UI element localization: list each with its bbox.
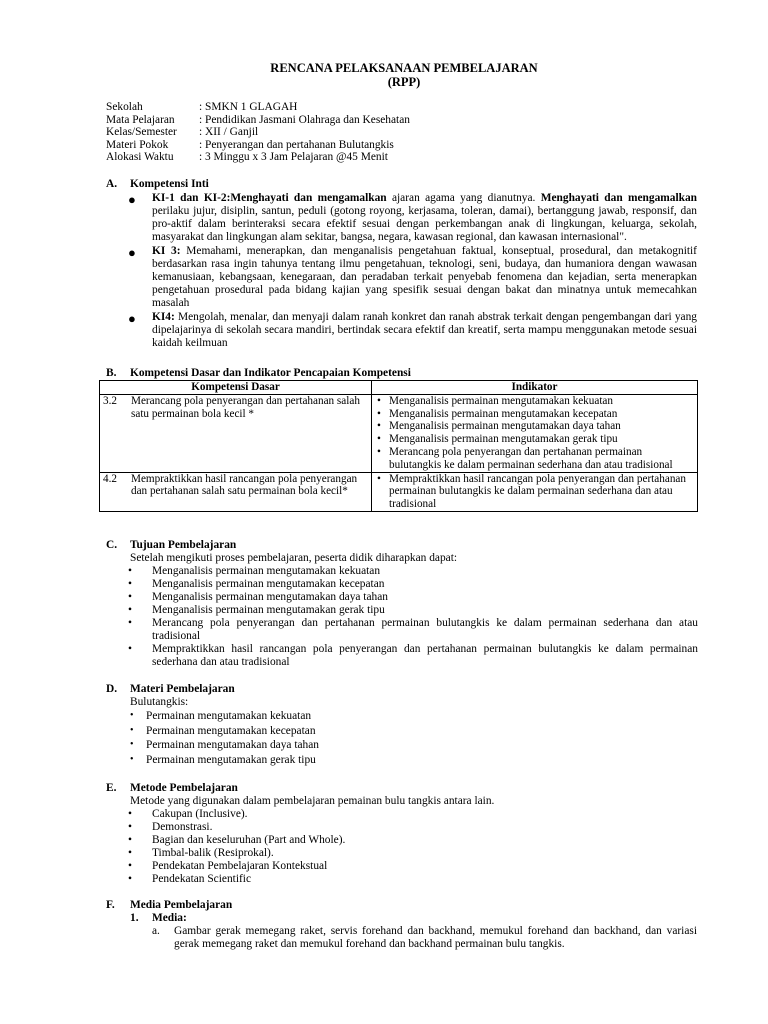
list-item: • Pendekatan Scientific (128, 873, 252, 885)
section-metode (106, 782, 494, 886)
section-media (106, 899, 698, 951)
bullet-icon: • (128, 604, 132, 616)
bullet-icon: • (128, 578, 132, 590)
identity-value: : Pendidikan Jasmani Olahraga dan Kesehatan (199, 113, 410, 126)
bullet-icon: • (128, 565, 132, 577)
list-item: • Menganalisis permainan mengutamakan daya tahan (377, 420, 621, 433)
identity-row (106, 114, 410, 127)
bullet-icon: • (128, 873, 132, 885)
bullet-icon: • (128, 617, 132, 629)
kd-code: 4.2 (103, 472, 117, 485)
identity-row (106, 126, 410, 139)
kd-cell (100, 394, 372, 472)
list-item: • Cakupan (Inclusive). (128, 808, 248, 820)
list-item: • Mempraktikkan hasil rancangan pola penyerangan dan pertahanan permainan bulutangkis ke dalam permainan sederhana dan atau tradisional (377, 472, 686, 511)
ki-1-2-item: ● KI-1 dan KI-2:Menghayati dan mengamalkan ajaran agama yang dianutnya. Menghayati dan mengamalkan perilaku jujur, disiplin, santun, peduli (gotong royong, kerjasama, toleran, damai), bertanggung jawab, responsif, dan pro-aktif dalam berinteraksi secara efektif sesuai dengan perkembangan anak di lingkungan, keluarga, sekolah, masyarakat dan lingkungan alam sekitar, bangsa, negara, kawasan regional, dan kawasan internasional". (128, 192, 697, 243)
list-item: • Permainan mengutamakan kekuatan (130, 710, 312, 722)
bullet-icon: • (128, 847, 132, 859)
list-item: • Pendekatan Pembelajaran Kontekstual (128, 860, 328, 872)
section-materi (106, 683, 319, 767)
list-item: • Menganalisis permainan mengutamakan kecepatan (128, 578, 385, 590)
list-item: • Menganalisis permainan mengutamakan kecepatan (377, 407, 618, 420)
list-item: • Permainan mengutamakan daya tahan (130, 739, 320, 751)
identity-row (106, 151, 410, 164)
bullet-icon: • (377, 420, 381, 433)
bullet-icon: • (377, 407, 381, 420)
identity-label: Mata Pelajaran (106, 113, 175, 126)
bullet-icon: ● (128, 311, 136, 326)
identity-value: : Penyerangan dan pertahanan Bulutangkis (199, 138, 394, 151)
bullet-icon: • (130, 753, 134, 765)
table-row (100, 394, 698, 472)
bullet-icon: ● (128, 192, 136, 207)
list-item: • Permainan mengutamakan kecepatan (130, 724, 316, 737)
kompetensi-table (99, 380, 698, 512)
list-item: • Timbal-balik (Resiprokal). (128, 847, 274, 859)
list-item: • Menganalisis permainan mengutamakan kekuatan (377, 394, 613, 407)
bullet-icon: ● (128, 245, 136, 260)
identity-label: Alokasi Waktu (106, 151, 174, 164)
list-item: • Menganalisis permainan mengutamakan gerak tipu (128, 604, 385, 616)
kd-cell (100, 472, 372, 511)
section-kompetensi-inti (106, 178, 698, 351)
bullet-icon: • (130, 739, 134, 750)
kd-code: 3.2 (103, 394, 117, 407)
list-item: • Menganalisis permainan mengutamakan gerak tipu (377, 433, 618, 446)
section-kompetensi-dasar (106, 367, 411, 380)
indicator-cell (372, 472, 698, 511)
section-heading: A. Kompetensi Inti (106, 178, 209, 190)
ki-3-item: ● KI 3: Memahami, menerapkan, dan menganalisis pengetahuan faktual, konseptual, prosedural, dan metakognitif berdasarkan rasa ingin tahunya tentang ilmu pengetahuan, teknologi, seni, budaya, dan humaniora dengan wawasan kemanusiaan, kebangsaan, kenegaraan, dan peradaban terkait penyebab fenomena dan kejadian, serta menerapkan pengetahuan prosedural pada bidang kajian yang spesifik sesuai dengan bakat dan minatnya untuk memecahkan masalah (128, 245, 697, 309)
bullet-icon: • (377, 472, 381, 485)
bullet-icon: • (128, 591, 132, 603)
table-header-row (100, 381, 698, 395)
title-line-2: (RPP) (387, 75, 421, 89)
section-heading: C. Tujuan Pembelajaran (106, 539, 237, 551)
section-intro: Metode yang digunakan dalam pembelajaran pemainan bulu tangkis antara lain. (130, 795, 495, 807)
bullet-icon: • (128, 821, 132, 833)
list-item: • Menganalisis permainan mengutamakan daya tahan (128, 591, 388, 603)
identity-row (106, 139, 410, 152)
table-row (100, 472, 698, 511)
bullet-icon: • (130, 724, 134, 736)
table-header-cell: Kompetensi Dasar (100, 381, 372, 395)
identity-value: : XII / Ganjil (199, 126, 259, 139)
bullet-icon: • (128, 860, 132, 872)
title-line-1: RENCANA PELAKSANAAN PEMBELAJARAN (270, 61, 538, 75)
list-item: a. Gambar gerak memegang raket, servis forehand dan backhand, memukul forehand dan backhand, dan variasi gerak memegang raket dan memukul forehand dan backhand permainan bulu tangkis. (152, 925, 697, 950)
identity-value: : 3 Minggu x 3 Jam Pelajaran @45 Menit (199, 151, 388, 164)
section-intro: Setelah mengikuti proses pembelajaran, peserta didik diharapkan dapat: (130, 552, 458, 564)
bullet-icon: • (128, 808, 132, 820)
section-intro: Bulutangkis: (130, 696, 189, 708)
kd-text: Merancang pola penyerangan dan pertahanan salah satu permainan bola kecil * (131, 394, 360, 420)
identity-block (106, 101, 410, 164)
identity-row (106, 101, 410, 114)
identity-label: Materi Pokok (106, 138, 169, 151)
list-item: • Menganalisis permainan mengutamakan kekuatan (128, 565, 381, 577)
document-title (0, 61, 768, 89)
bullet-icon: • (128, 834, 132, 846)
section-heading: F. Media Pembelajaran (106, 899, 233, 911)
section-heading: D. Materi Pembelajaran (106, 683, 235, 695)
list-item: • Merancang pola penyerangan dan pertahanan permainan bulutangkis ke dalam permainan sederhana dan atau tradisional (128, 617, 698, 642)
kd-text: Mempraktikkan hasil rancangan pola penyerangan dan pertahanan salah satu permainan bola kecil* (131, 472, 358, 498)
list-item: • Permainan mengutamakan gerak tipu (130, 753, 316, 766)
list-item: • Bagian dan keseluruhan (Part and Whole). (128, 834, 346, 846)
bullet-icon: • (128, 643, 132, 655)
section-heading: E. Metode Pembelajaran (106, 782, 238, 794)
bullet-icon: • (377, 394, 381, 407)
list-item: • Merancang pola penyerangan dan pertahanan permainan bulutangkis ke dalam permainan sederhana dan atau tradisional (377, 445, 673, 471)
bullet-icon: • (377, 445, 381, 458)
section-heading: B. Kompetensi Dasar dan Indikator Pencapaian Kompetensi (106, 367, 411, 379)
identity-value: : SMKN 1 GLAGAH (199, 101, 298, 113)
table-header-cell: Indikator (372, 381, 698, 395)
sub-heading: 1. Media: (130, 912, 187, 924)
indicator-cell (372, 394, 698, 472)
section-tujuan (106, 539, 698, 669)
bullet-icon: • (130, 710, 134, 721)
list-item: • Mempraktikkan hasil rancangan pola penyerangan dan pertahanan permainan bulutangkis ke dalam permainan sederhana dan atau tradisional (128, 643, 698, 668)
identity-label: Kelas/Semester (106, 126, 177, 139)
bullet-icon: • (377, 433, 381, 446)
list-item: • Demonstrasi. (128, 821, 213, 833)
ki-4-item: ● KI4: Mengolah, menalar, dan menyaji dalam ranah konkret dan ranah abstrak terkait dengan pengembangan dari yang dipelajarinya di sekolah secara mandiri, bertindak secara efektif dan kreatif, serta mampu menggunakan metode sesuai kaidah keilmuan (128, 311, 697, 349)
identity-label: Sekolah (106, 101, 143, 113)
